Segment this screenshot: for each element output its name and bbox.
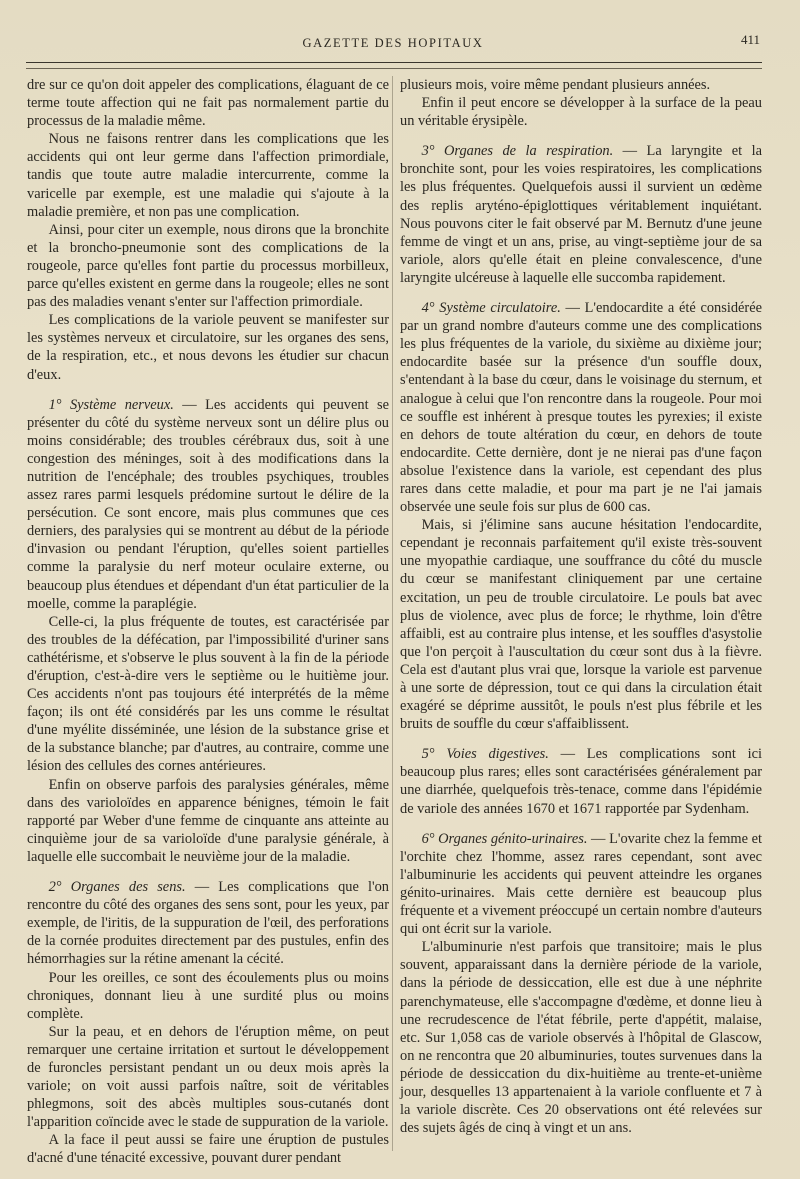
paragraph: Mais, si j'élimine sans aucune hésitation l'endocardite, cependant je reconnais parfaitement qu'il existe très-souvent une myopathie cardiaque, une souffrance du côté du muscle du cœur se manifestant cliniquement par une certaine excitation, un peu de trouble circulatoire. Le pouls bat avec plus de violence, avec plus de force; le rhythme, loin d'être affaibli, est au contraire plus intense, et les souffles d'asystolie que l'on perçoit à l'auscultation du cœur sont dus à la fièvre. Cela est d'autant plus vrai que, lorsque la variole est parvenue à une sorte de dépression, tout ce qui dans la circulation était exagéré se déprime aussitôt, le pouls n'est plus fébrile et les bruits de souffle du cœur s'affaiblissent. bbox=[400, 517, 762, 733]
section-text: — L'ovarite chez la femme et l'orchite chez l'homme, assez rares cependant, sont avec l'albuminurie les accidents qui peuvent atteindre les organes génito-urinaires. Mais cette dernière est beaucoup plus fréquente et a vivement préoccupé un certain nombre d'auteurs qui ont écrit sur la variole. bbox=[400, 830, 762, 938]
section-paragraph bbox=[400, 830, 762, 939]
section-paragraph bbox=[400, 142, 762, 287]
section-paragraph bbox=[400, 745, 762, 817]
header-rule-thick bbox=[26, 62, 762, 63]
left-column bbox=[27, 76, 389, 1168]
section-heading: 2° Organes des sens. bbox=[48, 879, 186, 896]
paragraph: dre sur ce qu'on doit appeler des complications, élaguant de ce terme toute affection qui ne fait pas normalement partie du processus de la maladie même. bbox=[27, 77, 389, 130]
section-heading: 1° Système nerveux. bbox=[48, 396, 174, 413]
paragraph: Enfin il peut encore se développer à la surface de la peau un véritable érysipèle. bbox=[400, 95, 762, 130]
section-heading: 4° Système circulatoire. bbox=[421, 300, 561, 317]
paragraph: Sur la peau, et en dehors de l'éruption même, on peut remarquer une certaine irritation et surtout le développement de furoncles persistant pendant un ou deux mois après la variole; on voit aussi parfois naître, soit de véritables phlegmons, soit des abcès multiples sous-cutanés dont l'apparition coïncide avec le stade de suppuration de la variole. bbox=[27, 1023, 389, 1131]
section-text: — Les complications que l'on rencontre du côté des organes des sens sont, pour les yeux, par exemple, de l'iritis, de la suppuration de l'œil, des perforations de la cornée produites directement par des pustules, enfin des hémorrhagies sur la rétine amenant la cécité. bbox=[27, 879, 389, 968]
paragraph: Celle-ci, la plus fréquente de toutes, est caractérisée par des troubles de la défécation, par l'impossibilité d'uriner sans cathétérisme, et s'observe le plus souvent à la fin de la période d'éruption, c'est-à-dire vers le septième ou le huitième jour. Ces accidents n'ont pas toujours été interprétés de la même façon; ils ont été considérés par les uns comme le résultat d'une myélite disséminée, une lésion de la substance grise et de la substance blanche; par d'autres, au contraire, comme une lésion des cellules des cornes antérieures. bbox=[27, 613, 389, 775]
section-paragraph bbox=[27, 396, 389, 613]
paragraph: Pour les oreilles, ce sont des écoulements plus ou moins chroniques, donnant lieu à une surdité plus ou moins complète. bbox=[27, 969, 389, 1022]
section-heading: 6° Organes génito-urinaires. bbox=[421, 830, 588, 847]
section-text: — L'endocardite a été considérée par un grand nombre d'auteurs comme une des complications les plus fréquentes de la variole, du sixième au dixième jour; endocardite basée sur la présence d'un souffle doux, s'entendant à la base du cœur, dans le voisinage du sternum, et analogue à celui que l'on rencontre dans la rougeole. Pour moi ce souffle est inhérent à presque toutes les pyrexies; il existe en dehors de toute altération du cœur, en dehors de toute endocardite. Cette dernière, dont je ne nierai pas d'une façon absolue l'existence dans la variole, est cependant des plus rares dans cette maladie, et pour ma part je ne l'ai jamais observée une seule fois sur plus de 600 cas. bbox=[400, 300, 762, 516]
paragraph: Nous ne faisons rentrer dans les complications que les accidents qui ont leur germe dans l'affection primordiale, tandis que toute autre maladie intercurrente, comme la varicelle par exemple, est une maladie qui s'ajoute à la maladie première, et non pas une complication. bbox=[27, 131, 389, 220]
header-rule-thin bbox=[26, 68, 762, 69]
right-column bbox=[400, 76, 762, 1137]
paragraph: A la face il peut aussi se faire une éruption de pustules d'acné d'une ténacité excessive, pouvant durer pendant bbox=[27, 1132, 389, 1167]
column-divider bbox=[392, 76, 393, 1151]
page-number: 411 bbox=[740, 32, 760, 47]
paragraph: Enfin on observe parfois des paralysies générales, même dans des varioloïdes en apparence bénignes, témoin le fait rapporté par Weber d'une femme de cinquante ans atteinte au cinquième jour de sa varioloïde d'une paralysie générale, à laquelle elle succombait le neuvième jour de la maladie. bbox=[27, 776, 389, 865]
section-heading: 3° Organes de la respiration. bbox=[421, 143, 614, 160]
section-text: — Les accidents qui peuvent se présenter du côté du système nerveux sont un délire plus ou moins considérable; des troubles cérébraux dus, soit à une congestion des méninges, soit à des modifications dans la nutrition de l'encéphale; des troubles psychiques, troubles assez rares parmi lesquels prédomine surtout le délire de la persécution. Ce sont encore, mais plus communes que ces derniers, des paralysies qui se montrent au début de la période d'invasion ou pendant l'éruption, qu'elles soient partielles comme la paralysie du nerf moteur oculaire externe, ou beaucoup plus étendues et dépendant d'un état particulier de la moelle, comme la paraplégie. bbox=[27, 396, 389, 612]
paragraph: plusieurs mois, voire même pendant plusieurs années. bbox=[400, 77, 711, 93]
section-text: — Les complications sont ici beaucoup plus rares; elles sont caractérisées généralement par une diarrhée, quelquefois très-tenace, comme dans l'épidémie de variole des années 1670 et 1671 rapportée par Sydenham. bbox=[400, 746, 762, 817]
section-text: — La laryngite et la bronchite sont, pour les voies respiratoires, les complications les plus fréquentes. Quelquefois aussi il survient un œdème des replis aryténo-épiglottiques véritablement inquiétant. Nous pouvons citer le fait observé par M. Bernutz d'une jeune femme de vingt et un ans, prise, au vingt-septième jour de sa variole, alors qu'elle était en pleine convalescence, d'une laryngite ulcéreuse à laquelle elle succomba rapidement. bbox=[400, 143, 762, 286]
paragraph: L'albuminurie n'est parfois que transitoire; mais le plus souvent, apparaissant dans la dernière période de la variole, dans la période de dessiccation, elle est due à une néphrite parenchymateuse, elle s'accompagne d'œdème, et donne lieu à une recrudescence de l'état fébrile, perte d'appétit, malaise, etc. Sur 1,058 cas de variole observés à l'hôpital de Glascow, on ne rencontra que 20 albuminuries, toutes survenues dans la période de dessiccation du dix-huitième au trente-et-unième jour, desquelles 13 appartenaient à la variole confluente et 7 à la variole discrète. Ces 20 observations ont été relevées sur des sujets âgés de cinq à vingt et un ans. bbox=[400, 939, 762, 1137]
section-paragraph bbox=[27, 878, 389, 968]
page-header bbox=[26, 32, 760, 56]
section-paragraph bbox=[400, 299, 762, 516]
paragraph: Ainsi, pour citer un exemple, nous dirons que la bronchite et la broncho-pneumonie sont des complications de la rougeole, parce qu'elles font partie du processus morbilleux, parce qu'elles existent en germe dans la rougeole; elles ne sont pas des maladies venant s'enter sur l'affection primordiale. bbox=[27, 221, 389, 311]
journal-title: GAZETTE DES HOPITAUX bbox=[302, 36, 484, 50]
paragraph: Les complications de la variole peuvent se manifester sur les systèmes nerveux et circulatoire, sur les organes des sens, de la respiration, etc., et nous devons les étudier sur chacun d'eux. bbox=[27, 312, 389, 383]
section-heading: 5° Voies digestives. bbox=[421, 746, 549, 763]
